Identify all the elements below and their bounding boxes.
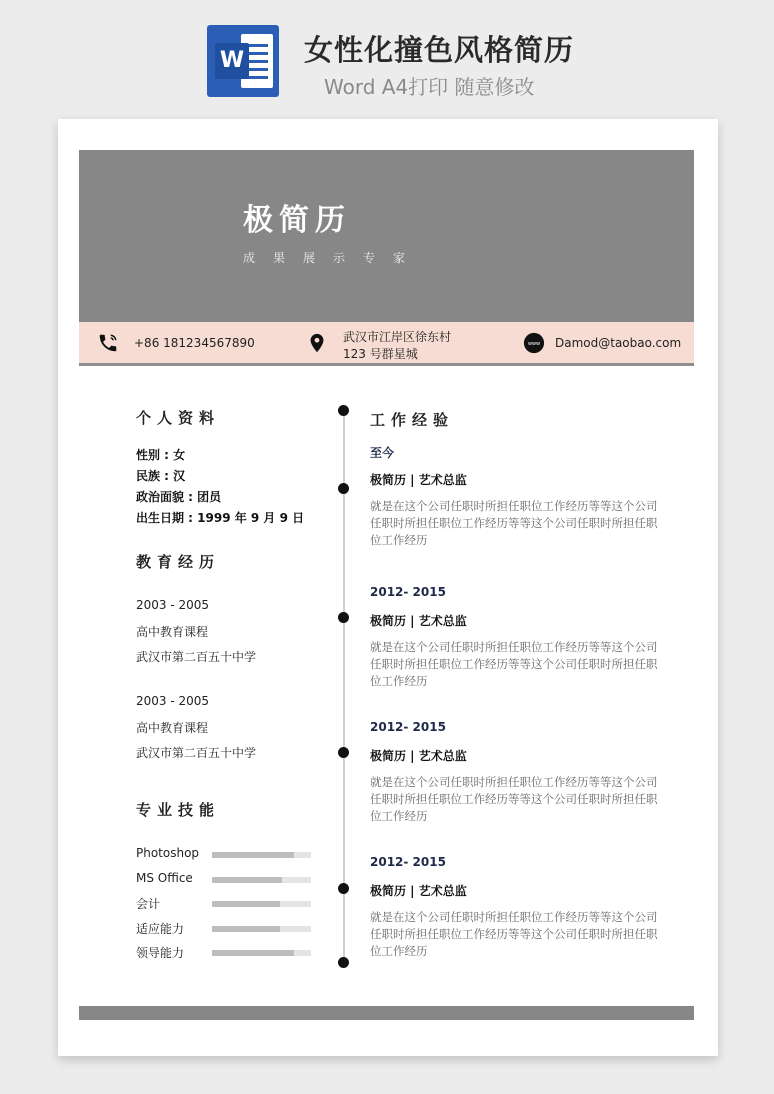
job-description: 就是在这个公司任职时所担任职位工作经历等等这个公司任职时所担任职位工作经历等等这个公司任职时所担任职位工作经历 [370,910,658,958]
skill-name: 会计 [136,897,161,911]
timeline-dot [338,957,349,968]
contact-address-line1: 武汉市江岸区徐东村 [343,330,452,344]
location-pin-icon [306,332,328,354]
product-banner [0,0,774,110]
skills-section-title: 专业技能 [136,801,221,819]
skill-name: 领导能力 [136,946,185,960]
skill-name: 适应能力 [136,921,185,936]
skill-bar [212,926,311,932]
personal-ethnicity: 民族 : 汉 [136,469,186,483]
www-globe-icon [523,332,545,354]
job-role: 极简历 | 艺术总监 [370,884,467,898]
contact-address-line2: 123 号群星城 [343,347,418,361]
job-description: 就是在这个公司任职时所担任职位工作经历等等这个公司任职时所担任职位工作经历等等这个公司任职时所担任职位工作经历 [370,775,658,823]
skill-bar [212,901,311,907]
skill-bar [212,852,311,858]
work-section-title: 工作经验 [370,411,455,429]
education-course: 高中教育课程 [136,625,209,639]
skill-bar-fill [212,901,280,907]
education-years: 2003 - 2005 [136,598,210,612]
job-role: 极简历 | 艺术总监 [370,614,467,628]
contact-bar [79,322,694,366]
job-date: 2012- 2015 [370,720,446,734]
banner-title: 女性化撞色风格简历 [304,33,575,67]
skill-bar [212,950,311,956]
phone-icon [97,332,119,354]
job-date: 2012- 2015 [370,855,446,869]
personal-political: 政治面貌 : 团员 [136,490,222,504]
contact-phone: +86 181234567890 [134,336,255,350]
education-school: 武汉市第二百五十中学 [136,746,257,760]
education-section-title: 教育经历 [136,553,221,571]
footer-bar [79,1006,694,1020]
job-role: 极简历 | 艺术总监 [370,749,467,763]
skill-bar-fill [212,877,282,883]
timeline-dot [338,747,349,758]
timeline-dot [338,405,349,416]
education-school: 武汉市第二百五十中学 [136,650,257,664]
resume-header [79,150,694,322]
resume-name: 极简历 [243,203,351,238]
resume-page [58,119,718,1056]
banner-subtitle: Word A4打印 随意修改 [324,75,535,99]
skill-name: MS Office [136,870,193,885]
timeline-dot [338,612,349,623]
word-app-icon [207,25,279,97]
job-description: 就是在这个公司任职时所担任职位工作经历等等这个公司任职时所担任职位工作经历等等这个公司任职时所担任职位工作经历 [370,499,658,547]
timeline-dot [338,483,349,494]
skill-name: Photoshop [136,846,200,860]
job-role: 极简历 | 艺术总监 [370,473,467,487]
education-course: 高中教育课程 [136,721,209,735]
skill-bar-fill [212,926,280,932]
job-date: 2012- 2015 [370,585,446,599]
skill-bar-fill [212,852,294,858]
skill-bar-fill [212,950,294,956]
resume-tagline: 成果展示专家 [243,251,424,265]
skill-bar [212,877,311,883]
education-years: 2003 - 2005 [136,694,210,708]
word-letter: W [215,43,249,79]
job-date: 至今 [370,446,395,460]
timeline-dot [338,883,349,894]
svg-text:www: www [527,340,541,347]
personal-gender: 性别 : 女 [136,448,186,462]
contact-email: Damod@taobao.com [555,336,682,350]
job-description: 就是在这个公司任职时所担任职位工作经历等等这个公司任职时所担任职位工作经历等等这个公司任职时所担任职位工作经历 [370,640,658,688]
personal-birthdate: 出生日期 : 1999 年 9 月 9 日 [136,511,305,525]
personal-section-title: 个人资料 [136,409,221,427]
